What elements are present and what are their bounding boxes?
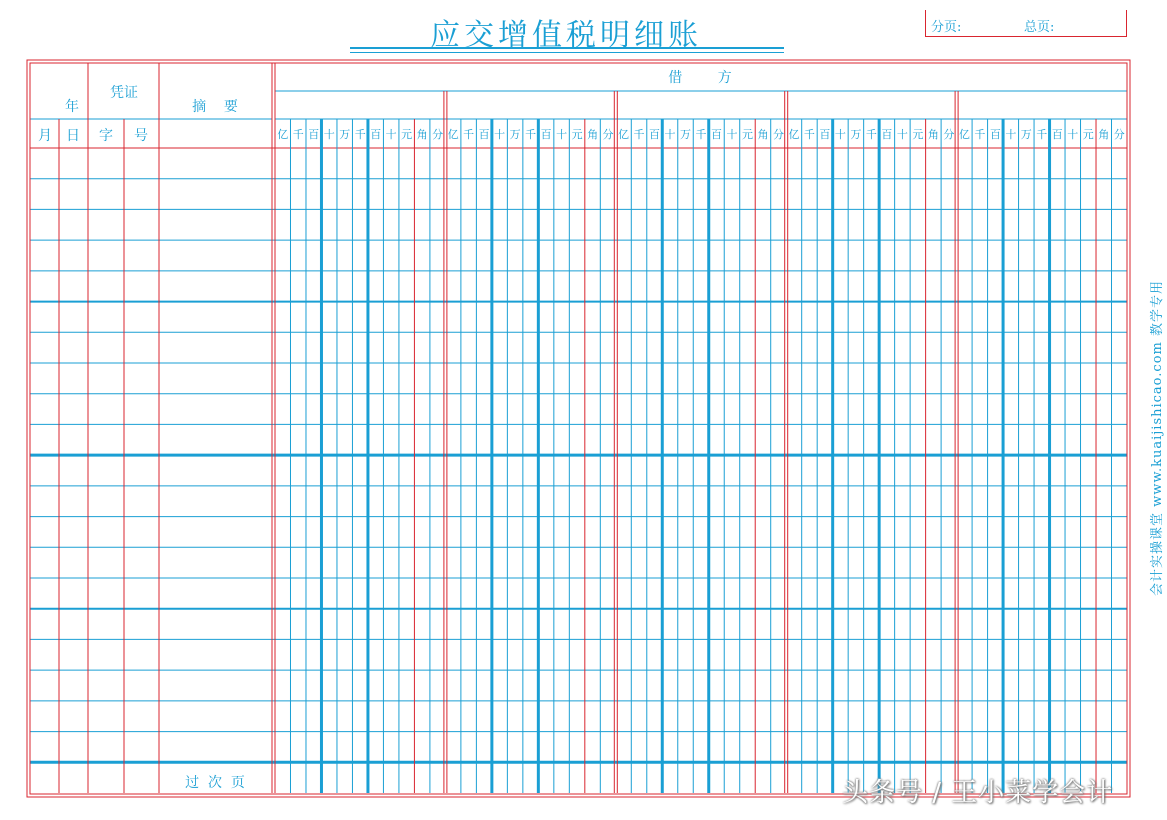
summary-label: 摘 要 [192, 99, 238, 115]
digit-unit-label: 十 [494, 128, 506, 141]
digit-unit-label: 万 [850, 128, 862, 141]
total-page-label: 总页: [1024, 20, 1055, 35]
digit-unit-label: 亿 [788, 128, 800, 141]
digit-unit-label: 十 [664, 128, 676, 141]
side-note-text: 会计实操课堂 www.kuaijishicao.com 教学专用 [1150, 280, 1165, 596]
digit-unit-label: 分 [602, 128, 614, 141]
digit-unit-label: 亿 [277, 128, 289, 141]
side-note [1131, 266, 1165, 596]
voucher-label: 凭证 [110, 85, 138, 101]
digit-unit-label: 千 [695, 128, 707, 141]
digit-unit-label: 百 [540, 128, 552, 141]
row-lines [30, 91, 1127, 762]
digit-unit-label: 亿 [618, 128, 630, 141]
voucher-type-label: 字 [99, 128, 113, 144]
digit-unit-label: 元 [401, 128, 413, 141]
digit-unit-label: 角 [757, 128, 769, 141]
day-label: 日 [66, 128, 80, 144]
digit-unit-label: 亿 [958, 128, 970, 141]
digit-unit-label: 十 [385, 128, 397, 141]
digit-unit-label: 万 [509, 128, 521, 141]
digit-unit-label: 元 [571, 128, 583, 141]
digit-unit-label: 角 [587, 128, 599, 141]
sub-page-label: 分页: [931, 20, 962, 35]
digit-unit-label: 千 [292, 128, 304, 141]
digit-unit-label: 千 [525, 128, 537, 141]
digit-unit-label: 分 [943, 128, 955, 141]
digit-unit-label: 分 [432, 128, 444, 141]
digit-unit-label: 百 [819, 128, 831, 141]
outer-border [27, 60, 1130, 797]
digit-unit-label: 元 [912, 128, 924, 141]
digit-unit-label: 千 [865, 128, 877, 141]
digit-unit-label: 元 [1082, 128, 1094, 141]
digit-unit-label: 角 [1098, 128, 1110, 141]
digit-unit-label: 十 [1067, 128, 1079, 141]
digit-unit-label: 百 [308, 128, 320, 141]
digit-unit-label: 十 [726, 128, 738, 141]
digit-unit-label: 十 [896, 128, 908, 141]
digit-unit-label: 百 [478, 128, 490, 141]
digit-unit-label: 千 [463, 128, 475, 141]
digit-unit-label: 百 [989, 128, 1001, 141]
year-label: 年 [65, 99, 79, 115]
digit-unit-label: 十 [556, 128, 568, 141]
digit-unit-label: 分 [772, 128, 784, 141]
watermark: 头条号 / 王小菜学会计 [842, 778, 1114, 808]
digit-unit-label: 百 [370, 128, 382, 141]
digit-unit-label: 分 [1113, 128, 1125, 141]
digit-unit-label: 千 [633, 128, 645, 141]
digit-unit-label: 千 [354, 128, 366, 141]
digit-unit-label: 百 [710, 128, 722, 141]
digit-unit-label: 十 [323, 128, 335, 141]
debit-label: 借 方 [668, 70, 732, 86]
digit-unit-label: 十 [1005, 128, 1017, 141]
digit-unit-labels [277, 127, 1125, 141]
ledger-title: 应交增值税明细账 [430, 18, 702, 53]
header-labels [38, 70, 732, 791]
digit-unit-label: 千 [803, 128, 815, 141]
voucher-number-label: 号 [134, 128, 148, 144]
digit-unit-label: 千 [1036, 128, 1048, 141]
digit-unit-label: 元 [741, 128, 753, 141]
digit-unit-label: 百 [1051, 128, 1063, 141]
digit-unit-label: 千 [974, 128, 986, 141]
carry-forward-label: 过 次 页 [185, 775, 245, 791]
digit-unit-label: 万 [1020, 128, 1032, 141]
digit-unit-label: 万 [680, 128, 692, 141]
digit-unit-label: 角 [927, 128, 939, 141]
table-border [27, 60, 1130, 797]
digit-unit-label: 百 [649, 128, 661, 141]
column-lines [59, 63, 1112, 793]
inner-border [30, 63, 1127, 794]
digit-unit-label: 十 [834, 128, 846, 141]
month-label: 月 [38, 128, 52, 144]
digit-unit-label: 角 [416, 128, 428, 141]
digit-unit-label: 万 [339, 128, 351, 141]
digit-unit-label: 亿 [447, 128, 459, 141]
digit-unit-label: 百 [881, 128, 893, 141]
